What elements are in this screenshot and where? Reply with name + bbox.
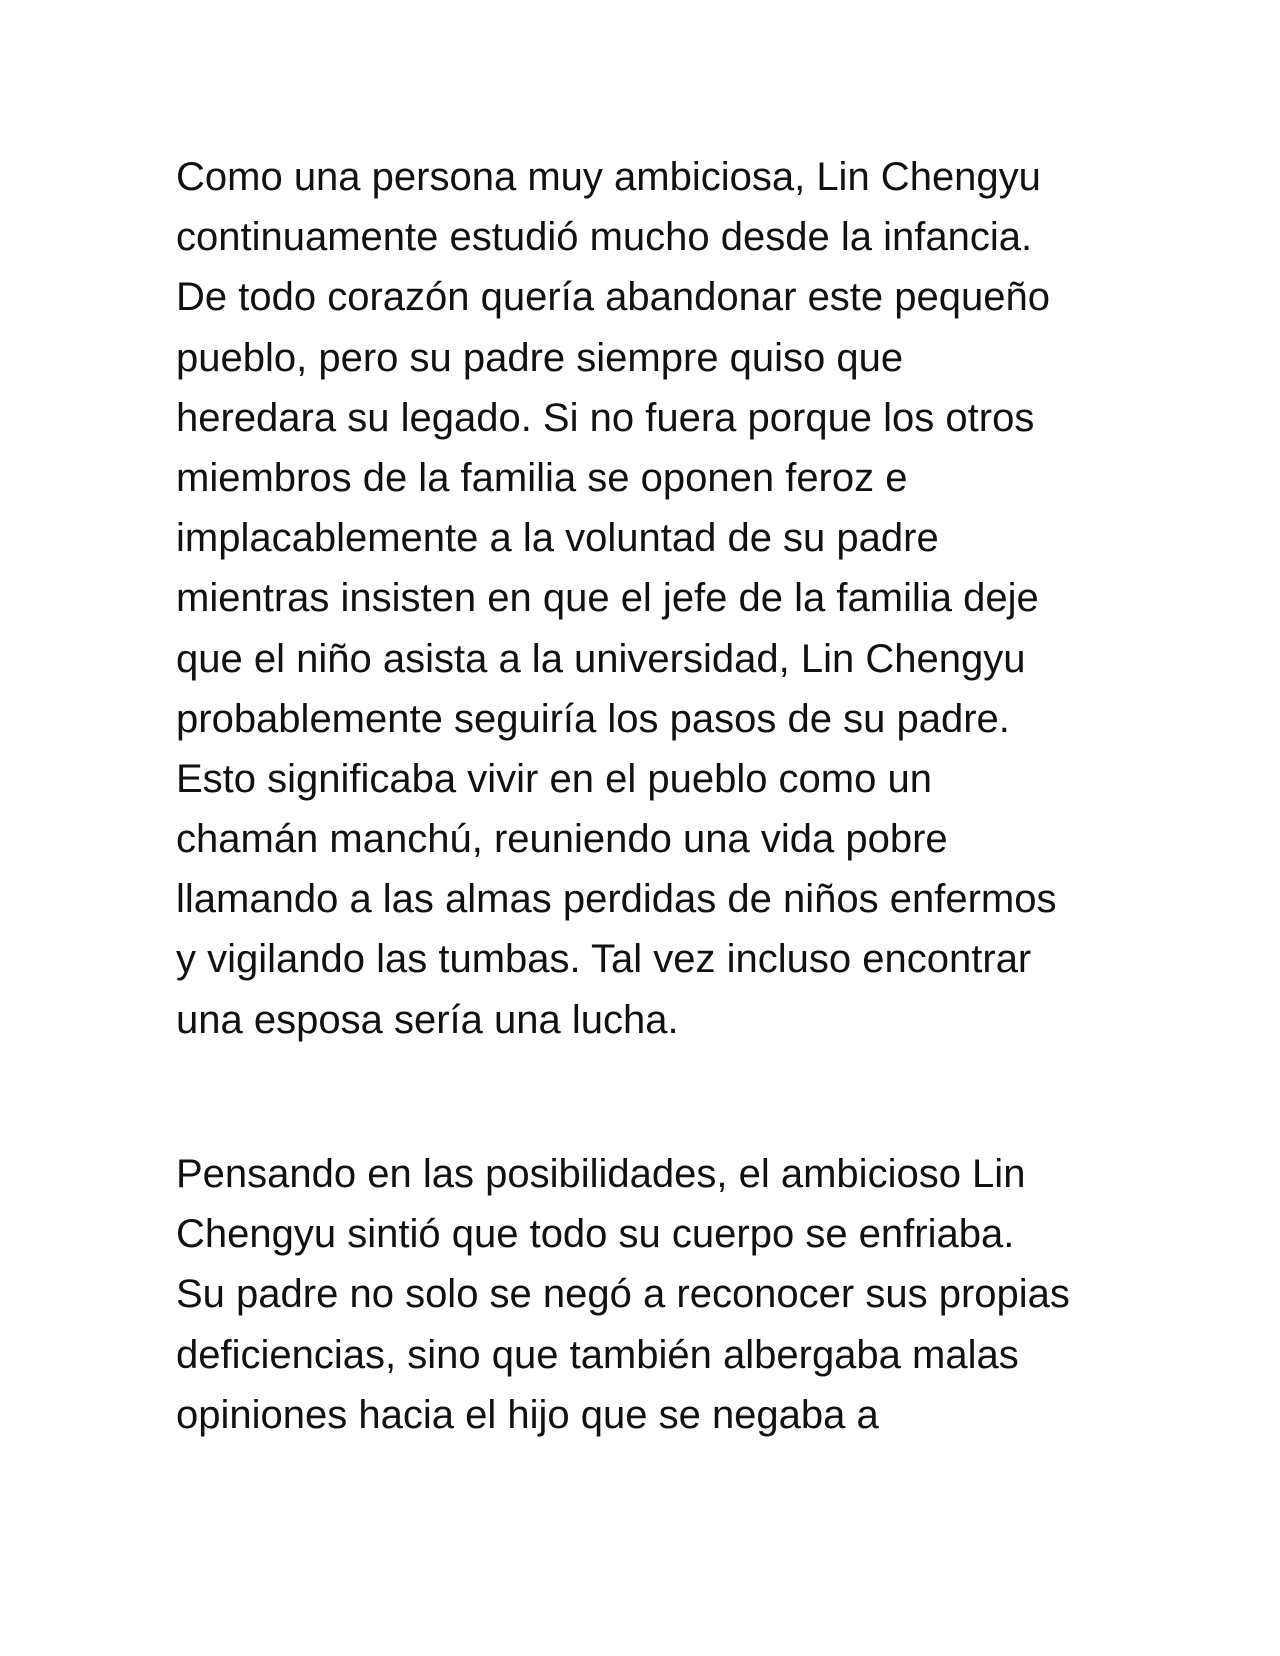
paragraph-line: miembros de la familia se oponen feroz e: [176, 455, 908, 500]
paragraph-line: Esto significaba vivir en el pueblo como un: [176, 756, 932, 801]
paragraph-line: deficiencias, sino que también albergaba malas: [176, 1332, 1019, 1377]
paragraph-line: pueblo, pero su padre siempre quiso que: [176, 335, 904, 380]
paragraph-line: chamán manchú, reuniendo una vida pobre: [176, 817, 948, 862]
paragraph-line: continuamente estudió mucho desde la infancia.: [176, 215, 1033, 260]
paragraph-line: opiniones hacia el hijo que se negaba a: [176, 1392, 879, 1437]
paragraph-line: que el niño asista a la universidad, Lin Chengyu: [176, 636, 1026, 681]
paragraph-line: Como una persona muy ambiciosa, Lin Chengyu: [176, 155, 1041, 199]
paragraph-1: [176, 147, 1116, 1050]
paragraph-line: Su padre no solo se negó a reconocer sus propias: [176, 1272, 1070, 1317]
paragraph-line: llamando a las almas perdidas de niños enfermos: [176, 877, 1057, 922]
paragraph-2: [176, 1144, 1116, 1445]
paragraph-line: mientras insisten en que el jefe de la familia deje: [176, 576, 1039, 621]
paragraph-line: Pensando en las posibilidades, el ambicioso Lin: [176, 1152, 1026, 1196]
paragraph-line: heredara su legado. Si no fuera porque los otros: [176, 395, 1035, 440]
paragraph-line: una esposa sería una lucha.: [176, 997, 679, 1042]
paragraph-line: implacablemente a la voluntad de su padre: [176, 516, 939, 561]
paragraph-line: De todo corazón quería abandonar este pequeño: [176, 275, 1051, 320]
paragraph-line: Chengyu sintió que todo su cuerpo se enfriaba.: [176, 1212, 1015, 1257]
paragraph-line: y vigilando las tumbas. Tal vez incluso encontrar: [176, 937, 1032, 982]
paragraph-line: probablemente seguiría los pasos de su padre.: [176, 696, 1010, 741]
